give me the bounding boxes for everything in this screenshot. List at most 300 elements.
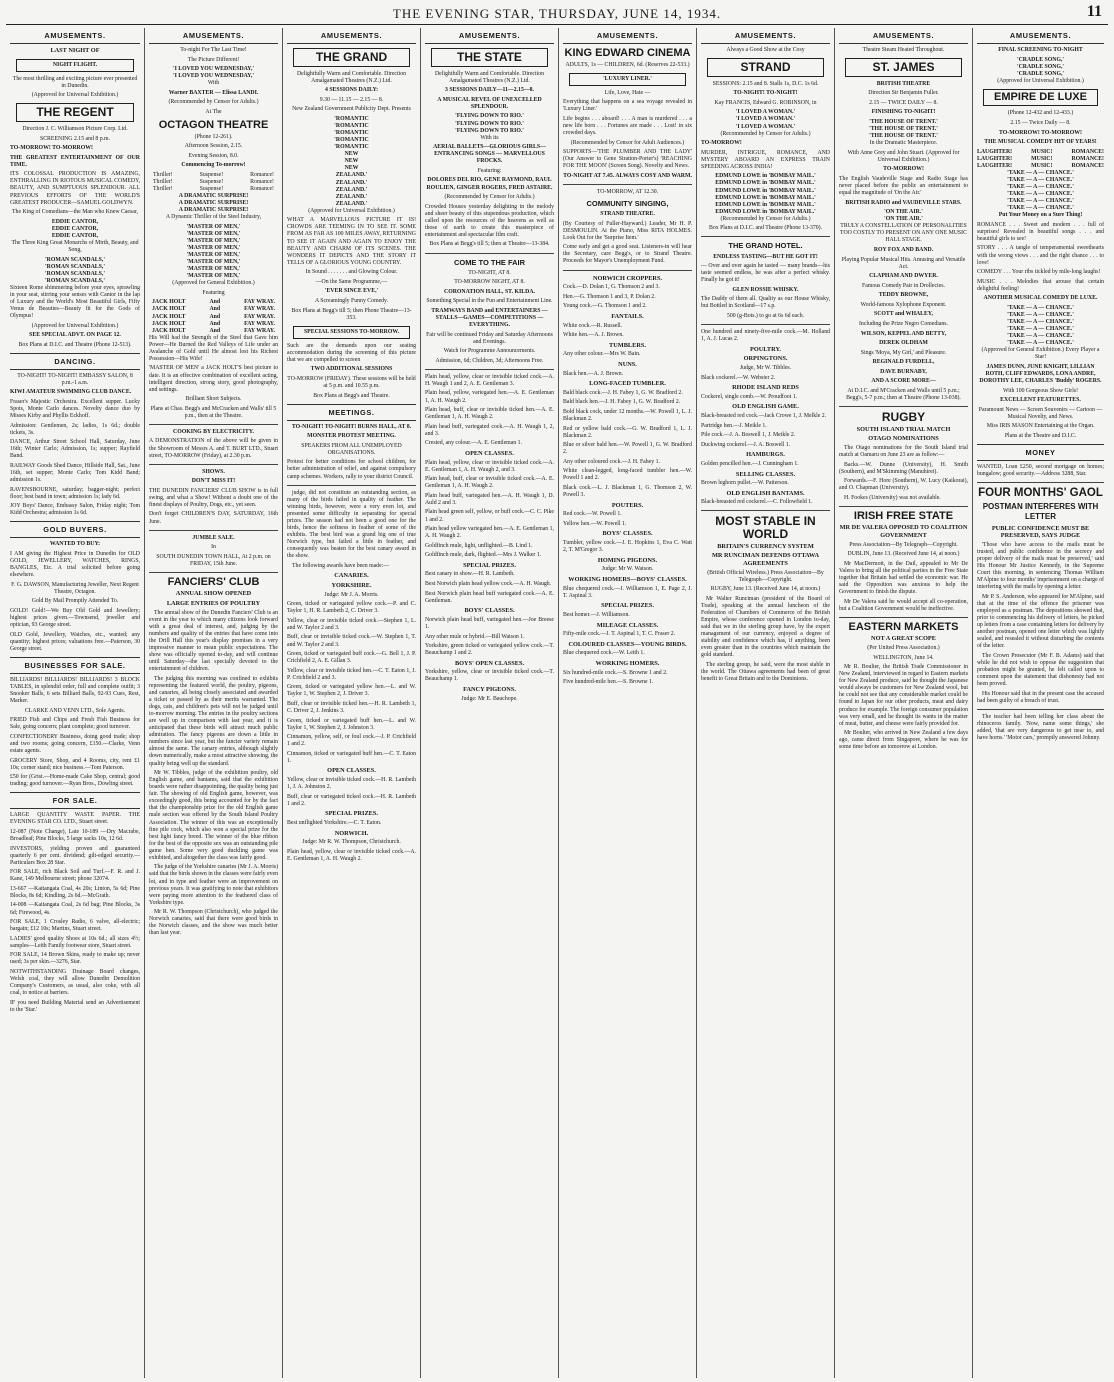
ad-text: With 100 Gorgeous Show Girls! [1002, 387, 1079, 394]
result-line: Black hen.—A. J. Brown. [563, 370, 624, 377]
ad-text: Everything that happens on a sea voyage revealed in 'Luxury Liner.' [563, 99, 692, 113]
ad-title: THE GRAND HOTEL. [728, 241, 803, 251]
ad-text: TO-MORROW! [883, 166, 924, 173]
ad-text: FOR SALE, 14 Brown Skins, ready to make up; never used; 3s per skin.—3276, Star. [10, 952, 140, 966]
divider [149, 464, 278, 465]
ad-text: (Phone 12-432 and 12-433.) [1007, 110, 1074, 117]
result-heading: POUTERS. [611, 501, 644, 509]
section-heading: AMUSEMENTS. [563, 28, 692, 44]
article-subhead: POSTMAN INTERFERES WITH LETTER [982, 502, 1099, 521]
ad-text: TRULY A CONSTELLATION OF PERSONALITIES TOO COSTLY TO PRESENT ON ANY ONE MUSIC HALL STAGE. [840, 223, 967, 244]
result-line: White cock.—R. Russell. [563, 322, 623, 329]
ad-text: A DEMONSTRATION of the above will be given in the Showroom of Messrs A. and T. BURT LTD., Stuart street, TO-MORROW (Friday), at 2.30 p.m. [149, 438, 278, 459]
ad-text: TO-MORROW (FRIDAY). These sessions will be held at 5 p.m. and 10.55 p.m. [287, 375, 416, 389]
ad-text: SCOTT and WHALEY, [873, 311, 934, 318]
ad-text: World-famous Xylophone Exponent. [860, 301, 947, 308]
ad-text: TO-MORROW! TO-MORROW! [10, 145, 93, 152]
ad-text: Life begins . . . aboard! . . . A man is murdered . . . a new life born . . . Fortunes are made . . . Lost! in six crowded days. [563, 115, 692, 137]
ad-text: WANTED TO BUY: [49, 541, 101, 548]
article-subhead: OTAGO NOMINATIONS [868, 435, 939, 443]
ad-text: GLEN ROSSIE WHISKY. [732, 286, 799, 293]
article-paragraph: Backs.—W. Dunne (University), H. Smith (Southern), and M'Skimming (Manuhirei). [839, 461, 968, 475]
ad-title: SHOWS. [202, 468, 225, 475]
ad-text: Box Plans at Begg's till 5; then Phone Theatre—13-353. [291, 307, 412, 321]
article-headline: IRISH FREE STATE [853, 509, 954, 522]
ad-title: SPECIAL SESSIONS TO-MORROW. [293, 326, 410, 339]
result-line: Plain head, yellow, clear or invisible ticked cock.—A. E. Gentleman 1, A. H. Waugh 2. [287, 848, 416, 862]
ad-title: COME TO THE FAIR [453, 257, 526, 267]
ad-text: FINAL SCREENING TO-NIGHT [998, 47, 1083, 54]
ad-text: Fraser's Majestic Orchestra. Excellent supper. Lucky Spots, Monte Carlo dances. Novelty dance duo by Misses Kirby and Phyllis Eckhoff. [10, 399, 140, 420]
ad-text: With Anne Grey and John Stuart. (Approved for Universal Exhibition.) [847, 149, 960, 163]
ad-text: THE MUSICAL COMEDY HIT OF YEARS! [984, 139, 1097, 146]
result-line: Any other coloured cock.—J. H. Fahey 1. [563, 458, 660, 465]
result-heading: OLD ENGLISH BANTAMS. [726, 489, 805, 497]
ad-text: ANOTHER MUSICAL COMEDY DE LUXE. [983, 295, 1098, 302]
divider [425, 369, 554, 370]
result-heading: POULTRY. [750, 345, 781, 353]
ad-text: REGINALD FURDELL, [872, 359, 935, 366]
divider [149, 424, 278, 425]
ad-text: Including the Prize Negro Comedians. [858, 320, 949, 327]
ad-text: TO-NIGHT, AT 8. [468, 269, 511, 276]
theatre-name: ST. JAMES [845, 58, 962, 77]
ad-text: TRAMWAYS BAND and ENTERTAINERS —STALLS—GAMES—COMPETITIONS —EVERYTHING. [431, 307, 548, 329]
article-paragraph: The teacher had been telling her class about the rhinoceros family. 'Now, name some things,' she added, 'that are very dangerous to get near to, and have horns.' 'Motor cars,' promptly answered Johnny. [977, 713, 1104, 742]
ad-text: TO-MORROW! [701, 140, 742, 147]
ad-text: COMEDY . . . Your ribs tickled by mile-long laughs! [977, 269, 1101, 276]
ad-text: Direction Sir Benjamin Fuller. [868, 90, 939, 97]
ad-text: (By Courtesy of Fuller-Hayward.) Leader, Mr H. P. DESMOULIN. At the Piano, Miss RITA HOLMES. Look Out for the 'Surprise Item.' [563, 220, 692, 241]
ad-text: JAMES DUNN, JUNE KNIGHT, LILLIAN ROTH, CLIFF EDWARDS, LONA ANDRE, DOROTHY LEE, CHARLES 'Buddy' ROGERS. [979, 363, 1102, 385]
result-line: Green, ticked or variegated buff cock.—G. Bell 1, J. P. Crichfield 2, A. E. Gillan 3. [287, 651, 416, 665]
ad-text: Box Plans at Begg's and Theatre. [313, 392, 390, 399]
ad-text: ADULTS, 1s — CHILDREN, 6d. (Reserves 22-533.) [565, 61, 690, 68]
column-2 [144, 28, 282, 1378]
ad-text: Fair will be continued Friday and Saturday Afternoons and Evenings. [426, 331, 553, 345]
ad-text: SCREENING 2.15 and 8 p.m. [39, 135, 111, 142]
ad-text: AND A SCORE MORE— [871, 378, 936, 385]
article-subhead: PUBLIC CONFIDENCE MUST BE PRESERVED, SAYS JUDGE [991, 524, 1090, 540]
ad-repeat: 'TAKE — A — CHANCE.' 'TAKE — A — CHANCE.' 'TAKE — A — CHANCE.' 'TAKE — A — CHANCE.' 'TAKE — A — CHANCE.' 'TAKE — A — CHANCE.' [1007, 304, 1074, 347]
ad-repeat: 'TAKE — A — CHANCE.' 'TAKE — A — CHANCE.' 'TAKE — A — CHANCE.' 'TAKE — A — CHANCE.' 'TAKE — A — CHANCE.' 'TAKE — A — CHANCE.' [1007, 169, 1074, 212]
ad-text: Evening Session, 8.0. [188, 152, 239, 159]
result-line: Blue or silver bald hen.—W. Powell 1, G. W. Bradford 2. [563, 442, 692, 456]
section-heading: MONEY [977, 444, 1104, 461]
column-6 [696, 28, 834, 1378]
divider [149, 572, 278, 573]
ad-text: RAVENSBOURNE, saturday; bagger-night; perfect floor; best band in town; admission 1s; lady 6d. [10, 486, 140, 500]
ad-text: His Will had the Strength of the Steel that Gave him Power—He Burned the Red Valleys of Life under an Avalanche of Gold until He almost lost his Richest Possession—His Wife! [149, 334, 278, 362]
ad-title: NIGHT FLIGHT. [16, 59, 134, 72]
ad-text: NOTWITHSTANDING Drainage Board changes, Welsh coal, they will allow Dunedin Demolition Company's Customers, as usual, also coke, with all coal, to notice at barriers. [10, 968, 140, 997]
result-heading: WORKING HOMERS—BOYS' CLASSES. [568, 575, 687, 583]
result-line: Plain head, yellow, clear or invisible ticked cock.—A. H. Waugh 1 and 2, A. E. Gentleman 3. [425, 373, 554, 387]
result-heading: FANCY PIGEONS. [463, 686, 516, 694]
ad-text: BRITISH RADIO and VAUDEVILLE STARS. [845, 199, 962, 206]
ad-text: AERIAL BALLETS—GLORIOUS GIRLS—ENTRANCING SONGS — MARVELLOUS FROCKS. [433, 144, 546, 165]
result-heading: WORKING HOMERS. [595, 659, 660, 667]
article-dateline: WELLINGTON, June 14. [873, 654, 934, 661]
result-line: Plain head, yellow, variegated hen.—A. E. Gentleman 1, A. H. Waugh 2. [425, 390, 554, 404]
result-line: Best canary in show.—H. R. Lambeth. [425, 571, 515, 578]
ad-text: Featuring: [477, 167, 502, 174]
divider [701, 236, 830, 237]
article-paragraph: Mr P. S. Anderson, who appeared for M'Alpine, said that at the time of the offence the prisoner was employed as a postman. The depositions showed that, prior to commencing his delivery of letters, he picked up letters from a case containing letters for delivery by another postman, opened one letter which was lightly sealed, and resealed it without disturbing the contents of the letter. [977, 593, 1105, 650]
result-line: Partridge hen.—J. Meikle 1. [701, 422, 767, 429]
ad-text: DANCE, Arthur Street School Hall, Saturday, June 16th; Winter Carlo; Admission, 1s; supper; Rayfield Band. [10, 439, 140, 460]
result-line: Red or yellow bald cock.—G. W. Bradford 1, L. J. Blackman 2. [563, 425, 692, 439]
ad-text: 9.30 — 11.15 — 2.15 — 8. [319, 96, 384, 103]
article-paragraph: 'Those who have access to the mails must be trusted, and public confidence in the secrecy and proper delivery of the mails must be preserved,' said His Honour Mr Justice Kennedy, in the Supreme Court this morning, in sentencing Thomas William M'Alpine to four months' imprisonment on a charge of interfering with the mails by opening a letter. [977, 542, 1104, 591]
ad-text: 4 SESSIONS DAILY: [324, 87, 379, 94]
newspaper-title: THE EVENING STAR, THURSDAY, JUNE 14, 1934. [392, 6, 722, 21]
result-line: Plain head yellow variegated hen.—A. E. Gentleman 1, A. H. Waugh 2. [425, 526, 554, 540]
result-heading: MILEAGE CLASSES. [596, 621, 659, 629]
result-heading: LONG-FACED TUMBLER. [589, 380, 666, 388]
ad-text: Paramount News — Screen Souvenirs — Cartoon — Musical Novelty, and News. [978, 406, 1103, 420]
divider [839, 617, 968, 618]
ad-text: Theatre Steam Heated Throughout. [862, 47, 945, 54]
result-line: Cock.—D. Dolan 1, G. Thomson 2 and 3. [563, 284, 660, 291]
article-paragraph: The judge of the Yorkshire canaries (Mr J. A. Morris) said that the birds shown in the classes were fairly even lot, and in type and feather were an improvement on previous years. It was gratifying to note that exhibitors were paying more attention to the feathered class of Yorkshire type. [149, 864, 278, 906]
ad-text: (Approved for General Exhibition.) Every Player a Star! [981, 347, 1100, 361]
ad-repeat: 'THE HOUSE OF TRENT.' 'THE HOUSE OF TRENT.' 'THE HOUSE OF TRENT.' [869, 118, 938, 140]
page-number: 11 [1086, 3, 1102, 20]
result-heading: SPECIAL PRIZES. [463, 561, 516, 569]
result-line: Blue chequered cock.—J. Williamson 1, E. Page 2, J. T. Aspinal 3. [563, 585, 692, 599]
section-heading: BUSINESSES FOR SALE. [10, 657, 140, 674]
article-headline: FOUR MONTHS' GAOL [978, 487, 1103, 500]
ad-text: The most thrilling and exciting picture ever presented in Dunedin. [12, 75, 138, 89]
ad-text: CONFECTIONERY Business, doing good trade; shop and two rooms; going concern, £150.—Clarke, Venn estate agents. [10, 733, 140, 754]
result-heading: ORPINGTONS. [743, 355, 788, 363]
result-heading: BOYS' OPEN CLASSES. [454, 659, 525, 667]
result-line: Best unflighted Yorkshire.—C. T. Eaton. [287, 820, 382, 827]
divider [977, 482, 1104, 483]
section-heading: AMUSEMENTS. [287, 28, 416, 44]
ad-text: Plans at the Theatre and D.I.C. [1004, 432, 1077, 439]
ad-text: Crowded Houses yesterday delighting in the melody and sheer beauty of this stupendous production, which called upon the resources of the heavens as well as those of earth to create this masterpiece of entertainment and spectacular film craft. [425, 203, 554, 238]
ad-text: 14-008 —Kaitangata Coal, 2s 6d bag; Pine Blocks, 3s 6d; Firewood, 4s. [10, 902, 140, 916]
ad-repeat: 'ROMANTIC 'ROMANTIC 'ROMANTIC 'ROMANTIC 'ROMANTIC NEW NEW NEW ZEALAND.' ZEALAND.' ZEALAND.' ZEALAND.' ZEALAND.' [334, 115, 369, 207]
result-line: Plain head, yellow, clear or invisible ticked cock.—A. E. Gentleman 1, A. H. Waugh 2, and 3. [425, 459, 554, 473]
censor-note: (Approved for Universal Exhibition.) [308, 207, 395, 214]
ad-text: Sings 'Moya, My Girl,' and Pleasure. [860, 349, 947, 356]
ad-text: STRAND THEATRE. [600, 211, 655, 218]
result-heading: HOMING PIGEONS. [597, 556, 658, 564]
section-heading: AMUSEMENTS. [425, 28, 554, 44]
ad-text: I AM giving the Highest Price in Dunedin for OLD GOLD, JEWELLERY, WATCHES, RINGS, BANGLES, Etc. A trial solicited before going elsewhere. [10, 551, 140, 579]
result-judge: Judge: Mr R. W. Thompson, Christchurch. [302, 839, 401, 846]
article-subhead: ANNUAL SHOW OPENED [175, 590, 252, 598]
ad-text: TO-NIGHT! TO-NIGHT! [733, 90, 798, 97]
article-paragraph: Forwards.—F. Hore (Southern), W. Lucy (Kaikorai), and O. Chapman (University). [839, 478, 968, 492]
ad-title: COMMUNITY SINGING, [586, 198, 669, 208]
ad-text: Kay FRANCIS, Edward G. ROBINSON, in [714, 99, 817, 106]
ad-text: Watch for Programme Announcements. [443, 348, 536, 355]
ad-text: BILLIARDS! BILLIARDS! BILLIARDS! 3 BLOCK TABLES, in splendid order, full and complete outfit; 3 Snooker Balls, 6 sets Billiard Balls, 92-93 Cues, Rest, Marker. [10, 676, 140, 705]
ad-text: 3 SESSIONS DAILY—11—2.15—8. [444, 87, 535, 94]
article-paragraph: The Crown Prosecutor (Mr F. B. Adams) said that while he did not wish to oppose the suggestion that probation might be granted, he felt called upon to comment upon the statement that dishonesty had not been proved. [977, 652, 1104, 688]
result-line: Bald black cock.—J. H. Fabey 1, G. W. Bradford 2. [563, 389, 683, 396]
column-7 [834, 28, 972, 1378]
ad-text: 500 (g-Bots.) to go at 6s 6d each. [726, 312, 805, 319]
result-line: Yorkshire, green ticked or variegated yellow cock.—T. Beauchamp 1 and 2. [425, 643, 554, 657]
ad-text: FINISHING TO-NIGHT! [871, 109, 936, 116]
ad-text: Box Plans at D.I.C. and Theatre (Phone 12-513). [18, 341, 132, 348]
result-line: Plain head green self, yellow, or buff cock.—C. C. Pike 1 and 2. [425, 509, 554, 523]
ad-text: CLARKE AND VENN LTD., Sole Agents. [24, 707, 126, 714]
column-4 [420, 28, 558, 1378]
ad-text: DON'T MISS IT! [191, 478, 236, 485]
ad-text: (Phone 12-261). [194, 133, 233, 140]
ad-text: The Three King Great Monarchs of Mirth, Beauty, and Song, [11, 239, 139, 253]
result-line: Norwich plain head buff, variegated hen.—Joe Breese 1. [425, 616, 554, 630]
ad-title: 'LUXURY LINER.' [569, 73, 686, 86]
ad-text: DEREK OLDHAM [879, 340, 928, 347]
result-line: Best Norwich plain head yellow cock.—A. H. Waugh. [425, 581, 552, 588]
result-line: One hundred and ninety-five-mile cock.—M. Holland 1, A. J. Lucas 2. [701, 329, 830, 343]
theatre-name: THE STATE [431, 48, 548, 67]
ad-text: Box Plans at Begg's till 5; then at Theatre—13-384. [429, 241, 550, 248]
ad-text: DOLORES DEL RIO, GENE RAYMOND, RAUL ROULIEN, GINGER ROGERS, FRED ASTAIRE. [426, 177, 553, 191]
ad-text: Something Special in the Fun and Entertainment Line. [426, 298, 553, 305]
article-paragraph: H. Fookes (University) was not available. [844, 494, 941, 501]
ad-text: GROCERY Store, Shop, and 4 Rooms, city, rent £1 10s; corner stand; nice business.—Tom Paterson. [10, 757, 140, 771]
ad-title: COOKING BY ELECTRICITY. [173, 428, 254, 435]
ad-text: Direction J. C. Williamson Picture Corp. Ltd. [22, 126, 128, 133]
ad-text: IF you need Building Material send an Advertisement to the 'Star.' [10, 999, 140, 1013]
ad-text: The King of Comedians—the Man who Knew Caesar, [12, 209, 138, 216]
ad-text: BRITISH THEATRE [876, 80, 931, 87]
divider [149, 530, 278, 531]
ad-text: To-night For The Last Time! [180, 47, 247, 54]
result-line: Yellow, clear or invisible ticked cock.—H. R. Lambeth 1, J. A. Johnston 2. [287, 777, 416, 791]
ad-text: The Picture Different! [187, 56, 240, 63]
ad-text: A MUSICAL REVEL OF UNEXCELLED SPLENDOUR. [437, 96, 542, 110]
result-heading: CANARIES. [334, 572, 369, 580]
ad-text: WANTED, Loan £250, second mortgage on homes; bungalow; good security.—Address 3288, Star. [977, 463, 1104, 478]
result-line: White clean-legged, long-faced tumbler hen.—W. Powell 1 and 2. [563, 468, 692, 482]
result-heading: OPEN CLASSES. [327, 767, 376, 775]
article-subhead: NOT A GREAT SCOPE [871, 635, 936, 643]
article-paragraph: Mr R. Boulter, the British Trade Commissioner in New Zealand, interviewed in regard to Eastern markets for New Zealand produce, said he thought the Japanese would always be customers for New Zealand wool, but he could not see that any considerable market could be found in Japan for our other products, meat and dairy produce for example. The foreign consumer population was very small, and he thought its wants in the matter of meat, butter, and cheese were fairly provided for. [839, 664, 968, 727]
ad-text: CLAPHAM AND DWYER. [869, 273, 938, 280]
result-line: Best homer.—J. Williamson. [563, 611, 630, 618]
result-line: Goldfinch mule, dark, flighted.—Mrs J. Walker 1. [425, 552, 542, 559]
ad-text: MURDER, INTRIGUE, ROMANCE, AND MYSTERY ABOARD AN EXPRESS TRAIN SPEEDING ACROSS INDIA! [701, 149, 830, 170]
ad-text: WHAT A MARVELLOUS PICTURE IT IS! CROWDS ARE TEEMING IN TO SEE IT. SOME FROM AS FAR AS 100 MILES AWAY, RETURNING TO SEE IT AGAIN AND AGAIN TO ENJOY THE BEAUTY AND CHARM OF ITS SCENES. THE WONDERS IT DEPICTS AND THE STORY IT TELLS OF A GLORIOUS YOUNG COUNTRY. [287, 217, 416, 266]
ad-text: A Dynamic Thriller of the Steel Industry, [165, 214, 262, 221]
ad-text: Gold By Mail Promptly Attended To. [31, 598, 119, 605]
thriller-list: Thriller! Thriller! Thriller! Suspense! Suspense! Suspense! Romance! Romance! Romance! [153, 171, 274, 192]
ad-text: Sixteen Rome shimmering before your eyes, sprawling in your seat, stirring your senses with Cantor in the lap of Luxury and the World's Most Beautiful Girls, Fifty Venus de Beauties—Beauty fit for the Gods of Olympus! [10, 284, 140, 320]
ad-text: LARGE QUANTITY WASTE PAPER. THE EVENING STAR CO. LTD., Stuart street. [10, 812, 140, 826]
column-5 [558, 28, 696, 1378]
result-line: Bald black hen.—J. H. Fabey 1, G. W. Bradford 2. [563, 399, 681, 406]
ad-text: TO-MORROW, AT 12.30. [596, 188, 659, 195]
ad-text: TWO ADDITIONAL SESSIONS [310, 366, 393, 373]
ad-text: In the Dramatic Masterpiece. [869, 140, 938, 147]
ad-text: Delightfully Warm and Comfortable. Direction Amalgamated Theatres (N.Z.) Ltd. [434, 70, 545, 84]
ad-repeat: 'MASTER OF MEN,' 'MASTER OF MEN,' 'MASTER OF MEN,' 'MASTER OF MEN,' 'MASTER OF MEN,' 'MASTER OF MEN,' 'MASTER OF MEN,' 'MASTER OF MEN,' [186, 223, 241, 280]
section-heading: AMUSEMENTS. [701, 28, 830, 44]
ad-text: DAVE BURNABY, [880, 368, 927, 375]
article-dateline: DUBLIN, June 13. (Received June 14, at noon.) [847, 551, 960, 558]
ad-text: Playing Popular Musical Hits. Amusing and Versatile Act. [841, 256, 966, 270]
ad-text: The Daddy of them all. Quality as our House Whisky, but Bottled in Scotland—17 s.p. [701, 296, 830, 310]
article-subhead: SOUTH ISLAND TRIAL MATCH [856, 425, 951, 433]
article-subhead: LARGE ENTRIES OF POULTRY [166, 600, 261, 608]
result-line: Yellow, clear or invisible ticked hen.—C. T. Eaton 1, J. P. Crichfield 2 and 3. [287, 667, 416, 681]
result-line: Five hundred-mile hen.—S. Browne 1. [563, 679, 654, 686]
section-heading: DANCING. [10, 353, 140, 370]
ad-text: Life, Love, Hate — [604, 89, 651, 96]
ad-text: TO-MORROW NIGHT, AT 8. [454, 279, 525, 286]
ad-text: Box Plans at D.I.C. and Theatre (Phone 13-370). [708, 225, 823, 232]
result-line: Hen.—G. Thomson 1 and 3, P. Dolan 2. [563, 293, 656, 300]
ad-text: FOR SALE, 1 Crosley Radio, 6 valve, all-electric; bargain; £12 10s; Martins, Stuart street. [10, 919, 140, 933]
ad-text: Miss IRIS MASON Entertaining at the Organ. [986, 423, 1095, 430]
article-headline: FANCIERS' CLUB [167, 575, 260, 588]
result-line: Any other colour.—Mrs W. Bain. [563, 351, 641, 358]
censor-note: (Recommended by Censor for Adults.) [168, 99, 259, 106]
result-heading: NUNS. [618, 360, 637, 368]
censor-note: (Approved for Universal Exhibition.) [997, 77, 1084, 84]
ad-text: Always a Good Show at the Cosy [726, 47, 805, 54]
result-judge: Judge: Mr W. Watson. [601, 566, 654, 573]
ad-text: Put Your Money on a Sure Thing! [998, 212, 1083, 219]
result-line: Cinnamon, ticked or variegated buff hen.—C. T. Eaton 1. [287, 750, 416, 764]
theatre-name: OCTAGON THEATRE [158, 119, 269, 132]
ad-text: 2.15 — TWICE DAILY — 8. [869, 99, 938, 106]
ad-text: INVESTORS, yielding proven and guaranteed quarterly 6 per cent. dividend; gilt-edged security.—Particulars Box 28 Star. [10, 845, 140, 866]
article-dateline: RUGBY, June 13. (Received June 14, at noon.) [710, 586, 821, 593]
masthead [0, 0, 1114, 26]
result-line: Brown leghorn pullet.—W. Patterson. [701, 480, 789, 487]
result-line: Plain head, buff, clear or invisible ticked hen.—A. E. Gentleman 1, A. H. Waugh 2. [425, 407, 554, 421]
result-line: Black cockerel.—W. Webster 2. [701, 374, 776, 381]
result-heading: YORKSHIRE. [331, 581, 372, 589]
ad-text: RAILWAY Goods Shed Dance, Hillside Hall, Sat., June 16th, set supper; Monte Carlo; Tom Kidd Band; admission 1s. [10, 463, 140, 484]
article-headline: MOST STABLE IN WORLD [715, 514, 816, 542]
ad-text: Admission, 6d; Children, 3d; Afternoons Free. [435, 357, 544, 364]
ad-text: Famous Comedy Pair in Drollecies. [862, 282, 945, 289]
result-line: Cinnamon, yellow, self, or foul cock.—J. P. Crichfield 1 and 2. [287, 734, 416, 748]
result-line: Buff, clear or invisible ticked cock.—W. Stephen 1, T. and W. Taylor 2 and 3. [287, 634, 416, 648]
result-line: Green, ticked or variegated yellow hen.—L. and W. Taylor 1, W. Stephen 2, J. Driver 3. [287, 684, 416, 698]
result-line: Bold black cock, under 12 months.—W. Powell 1, L. J. Blackman 2. [563, 408, 692, 423]
theatre-name: THE REGENT [16, 103, 134, 122]
divider [425, 253, 554, 254]
result-line: Crested, any colour.—A. E. Gentleman 1. [425, 440, 522, 447]
divider [839, 406, 968, 407]
ad-repeat: 'I LOVED A WOMAN.' 'I LOVED A WOMAN.' 'I LOVED A WOMAN.' [735, 109, 796, 130]
article-paragraph: Mr MacDermott, in the Dail, appealed to Mr De Valera to bring all the political parties in the Free State together that Britain had settled the economic war. He said the Opposition was anxious to help the Government to finish the dispute. [839, 560, 968, 596]
ad-text: LADIES' good quality Shoes at 10s 6d.; all sizes 4½; samples—Leith Family footwear store, Stuart street. [10, 935, 140, 949]
ad-text: In Sound . . . . . . . and Glowing Colour. [305, 269, 398, 276]
article-dateline: Press Association—By Telegraph—Copyright. [849, 541, 958, 548]
ad-text: Don't forget CHILDREN'S DAY, SATURDAY, 16th June. [149, 511, 278, 525]
censor-note: (Approved for Universal Exhibition.) [31, 92, 119, 99]
result-heading: TUMBLERS. [609, 341, 646, 349]
ad-text: EXCELLENT FEATURETTES. [1000, 397, 1081, 404]
ad-text: F. G. DAWSON, Manufacturing Jeweller, Next Regent Theatre, Octagon. [11, 581, 139, 595]
ad-text: SEE SPECIAL ADVT. ON PAGE 12. [29, 332, 121, 339]
article-paragraph: judge, did not constitute an outstanding section, as many of the birds failed in quality of feather. The winning birds, however, were a very even lot, and presented some difficulty in separating for special prizes. The season had not been a good one for the birds, hence the softness in feather of some of the exhibits. The best bird was a grand big one of true Norwich type, but failed a little in feather, and consequently was beaten for the best canary award in the show. [287, 489, 416, 560]
section-heading: GOLD BUYERS. [10, 521, 140, 538]
result-line: Blue chequered cock.—W. Leith 1. [563, 650, 645, 657]
ad-repeat: 'ON THE AIR.' 'ON THE AIR.' [884, 209, 923, 223]
article-paragraph: The sterling group, he said, were the most stable in the world. The Ottawa agreements had been of great benefit to Great Britain and to the Dominions. [701, 661, 830, 683]
result-line: Black cock.—L. J. Blackman 1, G. Thomson 2, W. Powell 3. [563, 485, 692, 499]
ad-text: At D.I.C. and M'Cracken and Walls until 5 p.m.; Begg's, 5-7 p.m.; then at Theatre (Phone 13-038). [846, 387, 961, 401]
censor-note: (Recommended by Censor for Adults.) [444, 194, 535, 201]
ad-repeat: A DRAMATIC SURPRISE! A DRAMATIC SURPRISE! A DRAMATIC SURPRISE! [178, 193, 249, 214]
divider [563, 184, 692, 185]
divider [563, 270, 692, 271]
ad-text: Plans at Chas. Begg's and McCracken and Walls' till 5 p.m., then at the Theatre. [150, 405, 277, 419]
ad-title: KIWI AMATEUR SWIMMING CLUB DANCE. [10, 389, 132, 396]
article-paragraph: Mr Boulter, who arrived in New Zealand a few days ago, came direct from Singapore, where he was for some time before an tomorrow at London. [839, 730, 968, 751]
top-rule [6, 24, 1108, 25]
ad-line: LAST NIGHT OF [50, 47, 100, 55]
cast-list: JACK HOLT JACK HOLT JACK HOLT JACK HOLT JACK HOLT And And And And And FAY WRAY. FAY WRAY. FAY WRAY. FAY WRAY. FAY WRAY. [152, 299, 275, 334]
result-heading: COLOURED CLASSES—YOUNG BIRDS. [568, 640, 687, 648]
ad-text: Brilliant Short Subjects. [185, 396, 242, 403]
ad-text: ENDLESS TASTING—BUT HE GOT IT! [713, 253, 818, 260]
ad-text: 2.15 — Twice Daily — 8. [1010, 119, 1071, 126]
ad-text: Commencing To-morrow! [181, 162, 246, 169]
ad-text: MUSIC . . . Melodies that arouse that certain delightful feeling! [977, 278, 1104, 292]
result-line: Duckwing cockerel.—J. A. Boswell 1. [701, 441, 791, 448]
column-3 [282, 28, 420, 1378]
result-heading: BOYS' CLASSES. [464, 607, 515, 615]
article-paragraph: The annual show of the Dunedin Fanciers' Club is an event in the year to which many citizens look forward with a great deal of interest, and, judging by the numbers and quality of the entries that have come into the Drill Hall this year's display promises in a very impressive manner to mean public expectations. The show was officially opened to-day, and will continue until Saturday—the last specially devoted to the entertainment of children. [149, 609, 278, 673]
ad-text: 'EVER SINCE EVE,' [324, 288, 379, 295]
ad-repeat: EDMUND LOWE in 'BOMBAY MAIL.' EDMUND LOWE in 'BOMBAY MAIL.' EDMUND LOWE in 'BOMBAY MAIL.' EDMUND LOWE in 'BOMBAY MAIL.' EDMUND LOWE in 'BOMBAY MAIL.' EDMUND LOWE in 'BOMBAY MAIL.' [715, 173, 816, 215]
result-line: Buff, clear or variegated ticked cock.—H. R. Lambeth 1 and 2. [287, 793, 416, 807]
result-line: Fifty-mile cock.—J. T. Aspinal 1, T. C. Fraser 2. [563, 631, 676, 638]
ad-text: JOY Boys' Dance, Embassy Salon, Friday night; Tom Kidd Orchestra; admission 1s 6d. [10, 503, 140, 517]
result-line: Yellow hen.—W. Powell 1. [563, 520, 627, 527]
result-heading: OLD ENGLISH GAME. [732, 403, 799, 411]
ad-text: —On the Same Programme,— [315, 278, 388, 285]
result-line: Plain head buff, variegated cock.—A. H. Waugh 1, 2, and 3. [425, 423, 554, 437]
censor-note: (Recommended by Censor for Adults.) [720, 130, 811, 137]
result-line: Yorkshire, yellow, clear or invisible ticked cock.—T. Beauchamp 1. [425, 669, 554, 683]
ad-title: JUMBLE SALE. [192, 534, 235, 541]
result-line: Six hundred-mile cock.—S. Browne 1 and 2. [563, 669, 668, 676]
ad-text: ROMANCE . . . Sweet and modern . . . full of surprises! Revealed in beautiful songs . . . and beautiful girls to see! [977, 221, 1104, 242]
section-heading: AMUSEMENTS. [977, 28, 1104, 44]
ad-text: TO-NIGHT! TO-NIGHT! EMBASSY SALON, 8 p.m.-1 a.m. [17, 372, 133, 386]
ad-text: CORONATION HALL, ST. KILDA. [444, 288, 535, 295]
censor-note: (Approved for Universal Exhibition.) [31, 322, 119, 329]
result-line: Young cock.—G. Thomson 1 and 2. [563, 303, 647, 310]
result-line: Pile cock.—J. A. Boswell 1, J. Meikle 2. [701, 432, 796, 439]
result-line: Goldfinch mule, light, unflighted.—B. Lind 1. [425, 542, 533, 549]
ad-text: Afternoon Session, 2.15. [184, 143, 243, 150]
result-judge: Judge, Mr W. Tibbles. [739, 364, 792, 371]
ad-text: Such are the demands upon our seating accommodation during the screening of this picture that we are compelled to screen [287, 342, 416, 363]
result-line: Any other mule or hybrid.—Bill Watson 1. [425, 633, 525, 640]
result-heading: SPECIAL PRIZES. [325, 810, 378, 818]
ad-text: SPEAKERS FROM ALL UNEMPLOYED ORGANISATIONS. [301, 442, 402, 456]
result-line: Black-breasted red cock.—Jack Crowe 1, J. Melkle 2. [701, 413, 827, 420]
article-paragraph: The judging this morning was confined to exhibits representing the featured world, the poultry, pigeons, and canaries, all being closely associated and awarded a ticket or passed by as their merits warranted. The dogs, cats, and children's pets will not be judged until to-morrow morning. The entries in the poultry sections are well up in comparison with last year, and it is anticipated that these birds will attract much public admiration. The fancy pigeons are down a little in numbers since last year, but the fancier variety remain almost the same. The canary entries, although slightly down numerically, make a most attractive showing, the quality being well up the standard. [149, 675, 278, 767]
